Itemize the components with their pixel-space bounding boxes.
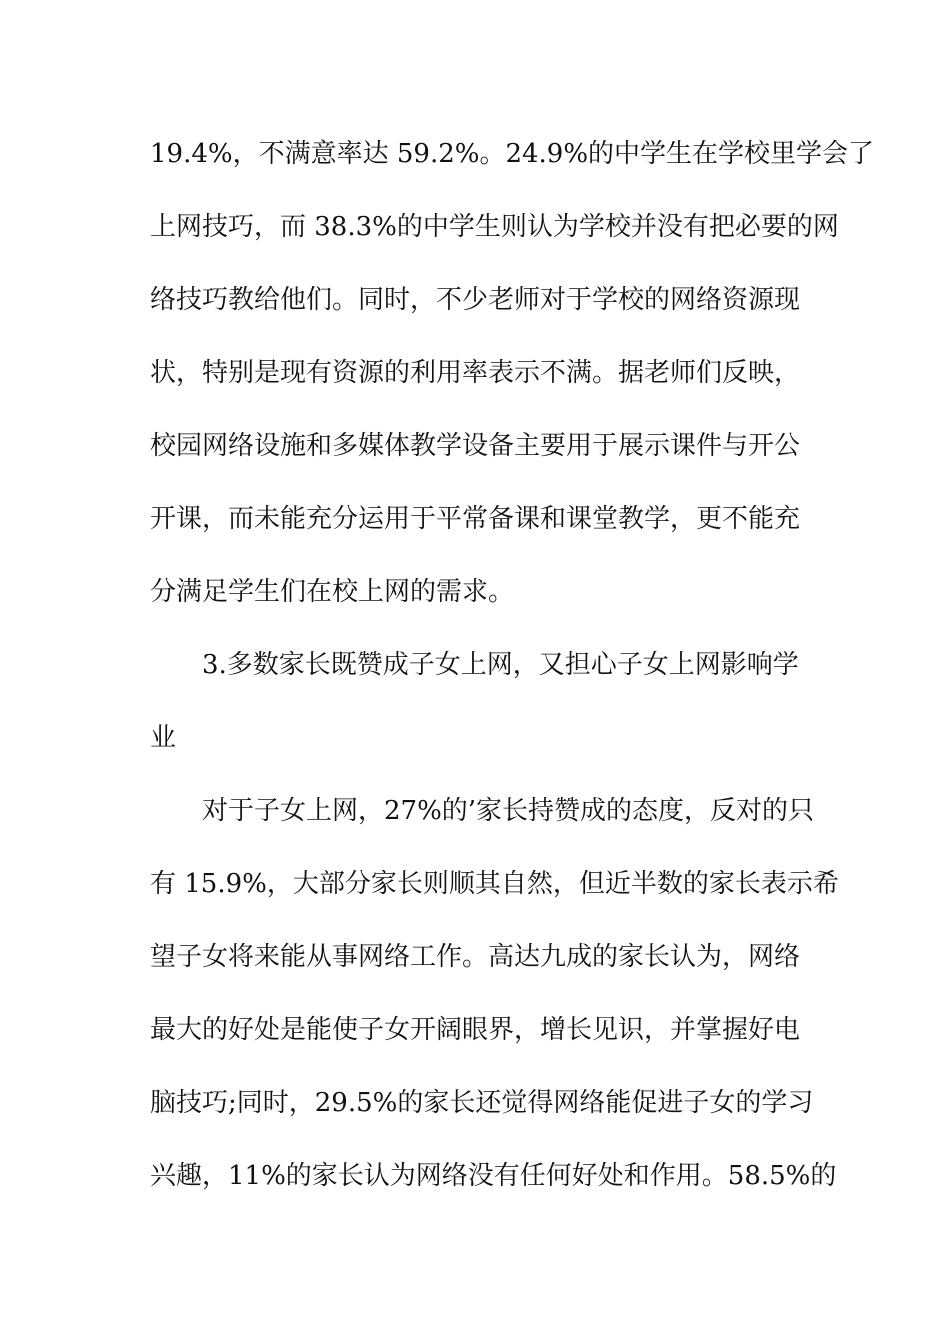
paragraph-line: 有 15.9%，大部分家长则顺其自然，但近半数的家长表示希 [150, 869, 839, 899]
paragraph-line: 上网技巧，而 38.3%的中学生则认为学校并没有把必要的网 [150, 212, 839, 242]
paragraph-line: 脑技巧;同时，29.5%的家长还觉得网络能促进子女的学习 [150, 1088, 814, 1118]
paragraph-line: 开课，而未能充分运用于平常备课和课堂教学，更不能充 [150, 504, 801, 534]
paragraph-line: 对于子女上网，27%的’家长持赞成的态度，反对的只 [202, 796, 815, 826]
section-heading-line: 业 [150, 723, 177, 753]
paragraph-line: 最大的好处是能使子女开阔眼界，增长见识，并掌握好电 [150, 1015, 801, 1045]
paragraph-line: 望子女将来能从事网络工作。高达九成的家长认为，网络 [150, 942, 801, 972]
paragraph-line: 络技巧教给他们。同时，不少老师对于学校的网络资源现 [150, 285, 801, 315]
paragraph-line: 校园网络设施和多媒体教学设备主要用于展示课件与开公 [150, 431, 801, 461]
paragraph-line: 分满足学生们在校上网的需求。 [150, 577, 515, 607]
paragraph-line: 兴趣，11%的家长认为网络没有任何好处和作用。58.5%的 [150, 1161, 837, 1191]
paragraph-line: 状，特别是现有资源的利用率表示不满。据老师们反映， [150, 358, 801, 388]
section-heading-line: 3.多数家长既赞成子女上网，又担心子女上网影响学 [202, 650, 799, 680]
paragraph-line: 19.4%，不满意率达 59.2%。24.9%的中学生在学校里学会了 [150, 139, 875, 169]
